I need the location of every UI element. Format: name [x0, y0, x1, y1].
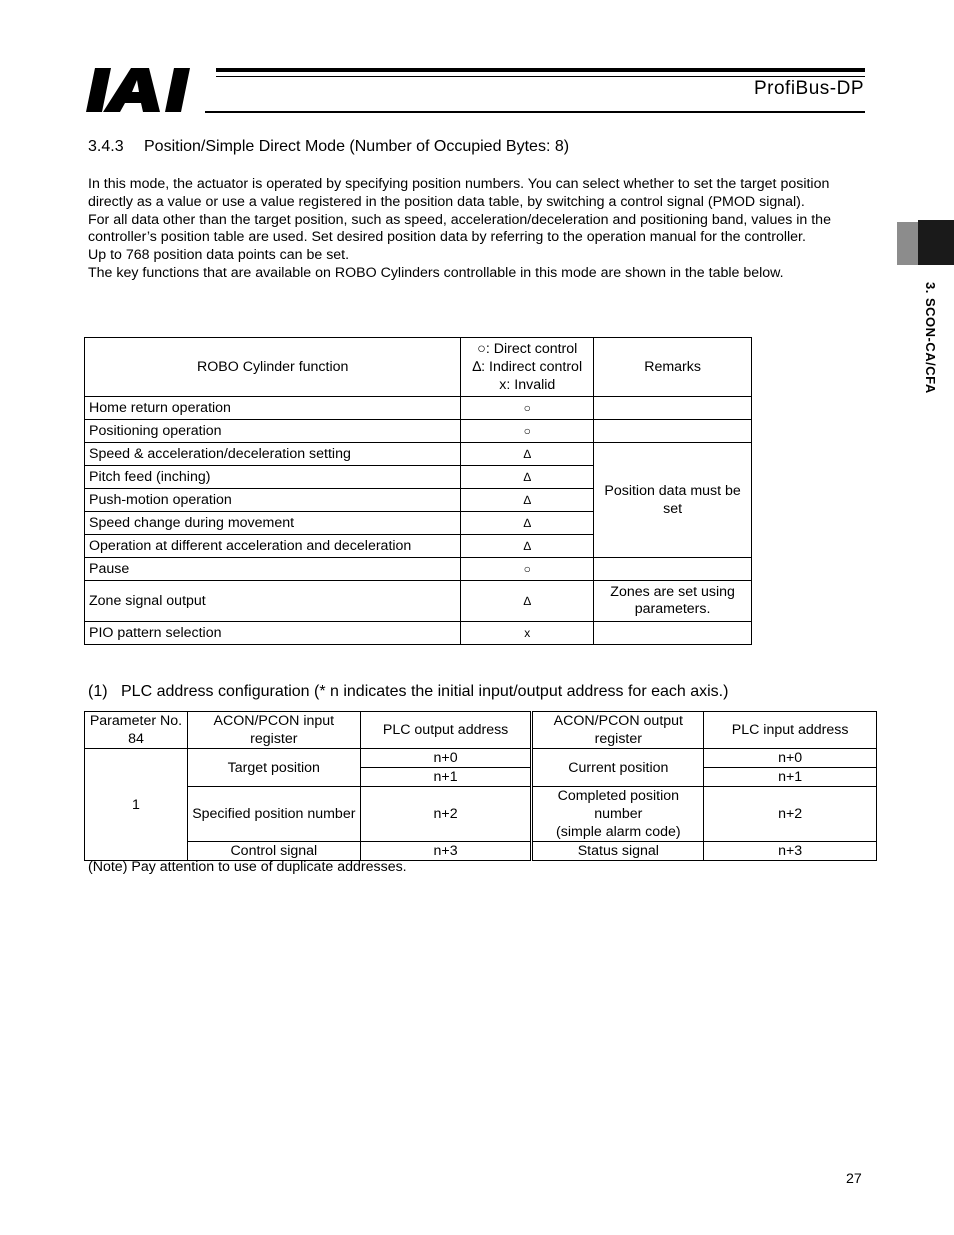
- control-signal: Control signal: [187, 842, 360, 861]
- intro-paragraph: For all data other than the target position, such as speed, acceleration/deceleration and positioning band, values in the controller’s position table are used. Set desired position data by referring to the operation manual for the controller.: [88, 211, 831, 246]
- target-position: Target position: [187, 749, 360, 787]
- header-rule-thin: [216, 76, 865, 77]
- plc-output-address: n+3: [360, 842, 531, 861]
- plc-input-address: n+3: [704, 842, 877, 861]
- chapter-tab-black: [918, 220, 954, 265]
- section-heading: [88, 138, 569, 156]
- table-row: [85, 581, 752, 622]
- function-mark: ○: [461, 397, 594, 420]
- function-mark: x: [461, 622, 594, 645]
- intro-paragraph: The key functions that are available on ROBO Cylinders controllable in this mode are shown in the table below.: [88, 264, 784, 281]
- function-name: Home return operation: [85, 397, 461, 420]
- table-header-row: [85, 712, 877, 749]
- header-function: ROBO Cylinder function: [85, 338, 461, 397]
- plc-heading-number: (1): [88, 683, 108, 700]
- plc-heading-title: PLC address configuration (* n indicates the initial input/output address for each axis.): [121, 683, 729, 700]
- duplicate-address-note: (Note) Pay attention to use of duplicate addresses.: [88, 859, 407, 875]
- intro-paragraph: In this mode, the actuator is operated by specifying position numbers. You can select whether to set the target position directly as a value or use a value registered in the position data table, by switching a control signal (PMOD signal).: [88, 176, 830, 210]
- plc-output-address: n+0: [360, 749, 531, 768]
- header-input-register: ACON/PCON input register: [187, 712, 360, 749]
- function-mark: ∆: [461, 535, 594, 558]
- intro-text: [88, 176, 878, 283]
- legend-invalid: x: Invalid: [499, 377, 556, 393]
- table-row: [85, 420, 752, 443]
- plc-input-address: n+0: [704, 749, 877, 768]
- function-name: Zone signal output: [85, 581, 461, 622]
- header-plc-input: PLC input address: [704, 712, 877, 749]
- plc-input-address: n+2: [704, 787, 877, 842]
- section-number: 3.4.3: [88, 138, 124, 155]
- legend-indirect: ∆: Indirect control: [472, 359, 583, 375]
- function-mark: ∆: [461, 489, 594, 512]
- function-mark: ∆: [461, 512, 594, 535]
- product-name: ProfiBus-DP: [753, 78, 864, 99]
- chapter-label: 3. SCON-CA/CFA: [923, 282, 938, 394]
- remark-zone: Zones are set using parameters.: [594, 581, 752, 622]
- completed-position-label: Completed position number: [557, 788, 680, 822]
- table-row: [85, 749, 877, 768]
- specified-position: Specified position number: [187, 787, 360, 842]
- function-mark: ○: [461, 420, 594, 443]
- function-name: Push-motion operation: [85, 489, 461, 512]
- function-mark: ∆: [461, 466, 594, 489]
- intro-paragraph: Up to 768 position data points can be set.: [88, 247, 350, 264]
- legend-direct: ○: Direct control: [477, 341, 578, 357]
- remark-cell: [594, 420, 752, 443]
- function-name: Pause: [85, 558, 461, 581]
- header-plc-output: PLC output address: [360, 712, 531, 749]
- page-number: 27: [846, 1171, 862, 1187]
- table-gap: [531, 768, 533, 787]
- function-mark: ∆: [461, 581, 594, 622]
- function-name: PIO pattern selection: [85, 622, 461, 645]
- function-name: Positioning operation: [85, 420, 461, 443]
- table-row: [85, 397, 752, 420]
- function-mark: ∆: [461, 443, 594, 466]
- iai-logo: [86, 66, 210, 114]
- remark-cell: [594, 397, 752, 420]
- function-table: [84, 337, 752, 645]
- header-rule-bottom: [205, 111, 865, 113]
- status-signal: Status signal: [533, 842, 704, 861]
- remark-cell: [594, 622, 752, 645]
- section-title: Position/Simple Direct Mode (Number of Occupied Bytes: 8): [144, 138, 570, 155]
- plc-address-table: [84, 711, 877, 861]
- chapter-tab-gray: [897, 222, 918, 265]
- table-row: [85, 443, 752, 466]
- plc-output-address: n+1: [360, 768, 531, 787]
- function-name: Pitch feed (inching): [85, 466, 461, 489]
- remark-position-data: Position data must be set: [594, 443, 752, 558]
- remark-cell: [594, 558, 752, 581]
- function-mark: ○: [461, 558, 594, 581]
- header-legend: [461, 338, 594, 397]
- table-row: [85, 558, 752, 581]
- plc-output-address: n+2: [360, 787, 531, 842]
- plc-heading: [88, 683, 728, 701]
- header-parameter: Parameter No. 84: [85, 712, 188, 749]
- table-row: [85, 842, 877, 861]
- function-name: Operation at different acceleration and deceleration: [85, 535, 461, 558]
- table-row: [85, 622, 752, 645]
- function-name: Speed & acceleration/deceleration setting: [85, 443, 461, 466]
- completed-position-note: (simple alarm code): [556, 824, 681, 840]
- parameter-value: 1: [85, 749, 188, 861]
- header-output-register: ACON/PCON output register: [533, 712, 704, 749]
- completed-position: [533, 787, 704, 842]
- table-header-row: [85, 338, 752, 397]
- table-row: [85, 787, 877, 842]
- current-position: Current position: [533, 749, 704, 787]
- header-remarks: Remarks: [594, 338, 752, 397]
- function-name: Speed change during movement: [85, 512, 461, 535]
- plc-input-address: n+1: [704, 768, 877, 787]
- header-rule-thick: [216, 68, 865, 72]
